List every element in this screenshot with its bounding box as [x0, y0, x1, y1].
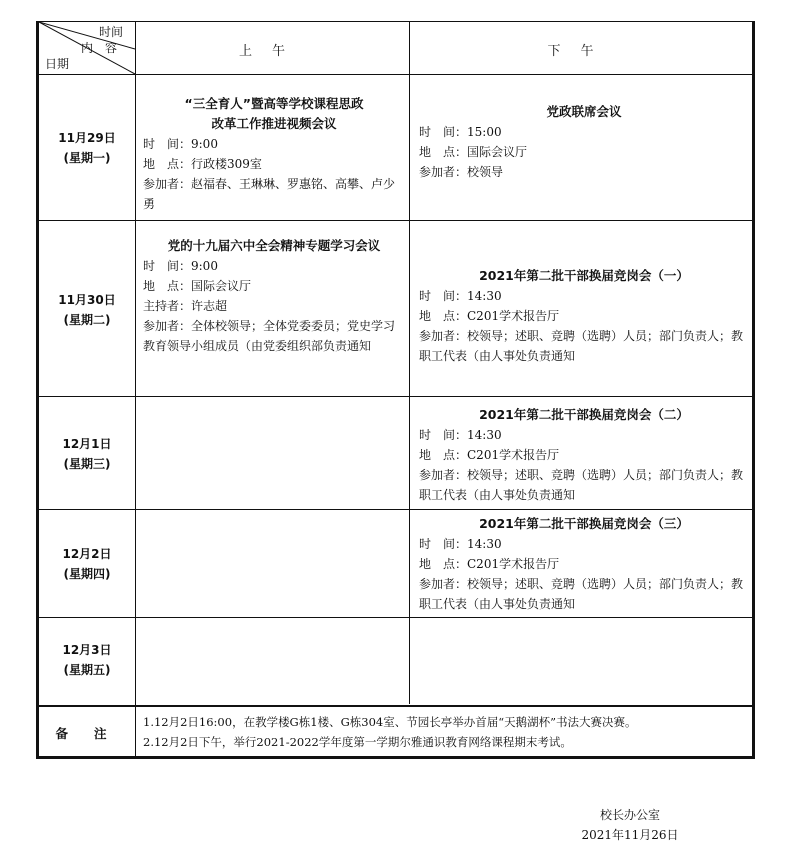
event-title: 2021年第二批干部换届竞岗会（三）: [479, 516, 689, 531]
date-text: 12月3日: [62, 643, 112, 657]
notes-label: 备注: [55, 726, 133, 741]
event-time: 时 间：9:00: [143, 259, 218, 273]
weekday-text: (星期二): [63, 313, 111, 327]
event-title: 改革工作推进视频会议: [211, 116, 337, 131]
column-divider-date: [135, 22, 136, 756]
date-text: 11月29日: [58, 131, 116, 145]
weekday-text: (星期三): [63, 457, 111, 471]
morning-header: 上午: [238, 44, 305, 59]
event-place: 地 点：国际会议厅: [143, 279, 252, 293]
row-divider-4: [39, 617, 752, 618]
event-place: 地 点：C201学术报告厅: [419, 309, 560, 323]
row-divider-2: [39, 396, 752, 397]
event-participants: 参加者：校领导；述职、竞聘（选聘）人员；部门负责人；教职工代表（由人事处负责通知: [419, 329, 744, 363]
afternoon-event-3: [419, 405, 749, 505]
weekday-text: (星期五): [63, 663, 111, 677]
corner-content-label: 内 容: [81, 41, 118, 55]
event-participants: 参加者：校领导: [419, 165, 504, 179]
event-host: 主持者：许志超: [143, 299, 228, 313]
event-time: 时 间：14:30: [419, 289, 502, 303]
event-title: 2021年第二批干部换届竞岗会（一）: [479, 268, 689, 283]
day-date-5: [39, 640, 135, 680]
event-place: 地 点：C201学术报告厅: [419, 557, 560, 571]
date-text: 12月1日: [62, 437, 112, 451]
event-title: 2021年第二批干部换届竞岗会（二）: [479, 407, 689, 422]
event-time: 时 间：14:30: [419, 428, 502, 442]
footer-office: 校长办公室: [599, 808, 660, 822]
weekday-text: (星期四): [63, 567, 111, 581]
event-participants: 参加者：赵福春、王琳琳、罗惠铭、高攀、卢少勇: [143, 177, 396, 211]
event-title: “三全育人”暨高等学校课程思政: [184, 96, 364, 111]
afternoon-event-2: [419, 266, 749, 366]
event-place: 地 点：C201学术报告厅: [419, 448, 560, 462]
notes-list: [143, 712, 636, 752]
afternoon-event-4: [419, 514, 749, 614]
row-divider-3: [39, 509, 752, 510]
header-divider: [39, 74, 752, 75]
event-time: 时 间：15:00: [419, 125, 502, 139]
morning-event-2: [143, 236, 405, 356]
day-date-2: [39, 290, 135, 330]
event-time: 时 间：14:30: [419, 537, 502, 551]
weekday-text: (星期一): [63, 151, 111, 165]
notes-divider: [39, 705, 752, 707]
corner-date-label: 日期: [45, 57, 70, 71]
event-participants: 参加者：校领导；述职、竞聘（选聘）人员；部门负责人；教职工代表（由人事处负责通知: [419, 577, 744, 611]
date-text: 12月2日: [62, 547, 112, 561]
row-divider-1: [39, 220, 752, 221]
event-place: 地 点：国际会议厅: [419, 145, 528, 159]
event-place: 地 点：行政楼309室: [143, 157, 262, 171]
note-item-2: 2.12月2日下午，举行2021-2022学年度第一学期尔雅通识教育网络课程期末考试。: [143, 735, 572, 749]
note-item-1: 1.12月2日16:00，在教学楼G栋1楼、G栋304室、节园长亭举办首届“天鹅湖杯”书法大赛决赛。: [143, 715, 637, 729]
morning-event-1: [143, 94, 405, 214]
event-participants: 参加者：全体校领导；全体党委委员；党史学习教育领导小组成员（由党委组织部负责通知: [143, 319, 396, 353]
day-date-3: [39, 434, 135, 474]
schedule-table: [36, 21, 755, 759]
day-date-1: [39, 128, 135, 168]
footer-date: 2021年11月26日: [581, 828, 679, 842]
afternoon-event-1: [419, 102, 749, 182]
event-participants: 参加者：校领导；述职、竞聘（选聘）人员；部门负责人；教职工代表（由人事处负责通知: [419, 468, 744, 502]
event-title: 党的十九届六中全会精神专题学习会议: [167, 238, 381, 253]
event-title: 党政联席会议: [546, 104, 622, 119]
corner-time-label: 时间: [99, 25, 124, 39]
afternoon-header: 下午: [547, 44, 614, 59]
event-time: 时 间：9:00: [143, 137, 218, 151]
date-text: 11月30日: [58, 293, 116, 307]
day-date-4: [39, 544, 135, 584]
column-divider-halfday: [409, 22, 410, 704]
